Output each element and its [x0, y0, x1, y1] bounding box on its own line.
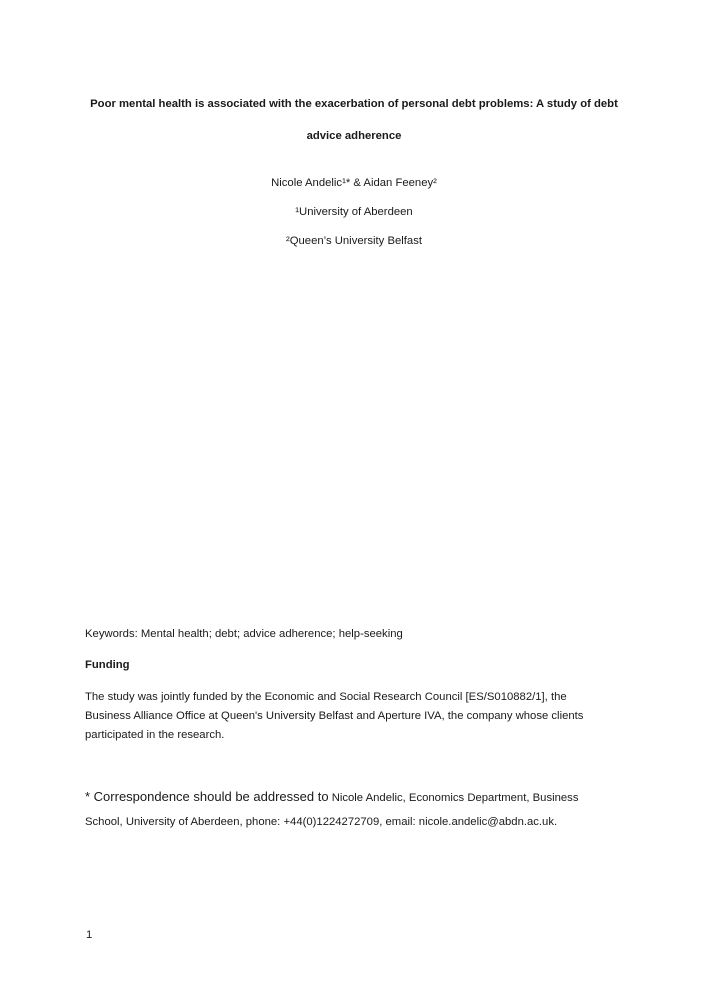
correspondence-line-2: School, University of Aberdeen, phone: +44(0)1224272709, email: nicole.andelic@abdn.ac.uk.: [85, 816, 558, 828]
page-number: 1: [86, 929, 93, 941]
affiliation-2: ²Queen’s University Belfast: [285, 235, 423, 247]
affiliation-1: ¹University of Aberdeen: [295, 206, 413, 218]
funding-line-3: participated in the research.: [85, 729, 225, 741]
correspondence-lead: * Correspondence should be addressed to: [85, 789, 329, 804]
correspondence-line-1: [85, 785, 625, 810]
correspondence-contact: Nicole Andelic, Economics Department, Business: [328, 792, 579, 804]
keywords: Keywords: Mental health; debt; advice adherence; help-seeking: [85, 628, 403, 640]
paper-title-line-1: Poor mental health is associated with the exacerbation of personal debt problems: A study of debt: [90, 98, 618, 110]
author-list: Nicole Andelic¹* & Aidan Feeney²: [271, 177, 437, 189]
funding-heading: Funding: [85, 659, 130, 671]
correspondence-note: [85, 785, 625, 834]
funding-line-1: The study was jointly funded by the Economic and Social Research Council [ES/S010882/1], the: [85, 691, 567, 703]
funding-paragraph: [85, 688, 625, 745]
funding-line-2: Business Alliance Office at Queen's University Belfast and Aperture IVA, the company whose clients: [85, 710, 584, 722]
paper-title-line-2: advice adherence: [306, 130, 402, 142]
